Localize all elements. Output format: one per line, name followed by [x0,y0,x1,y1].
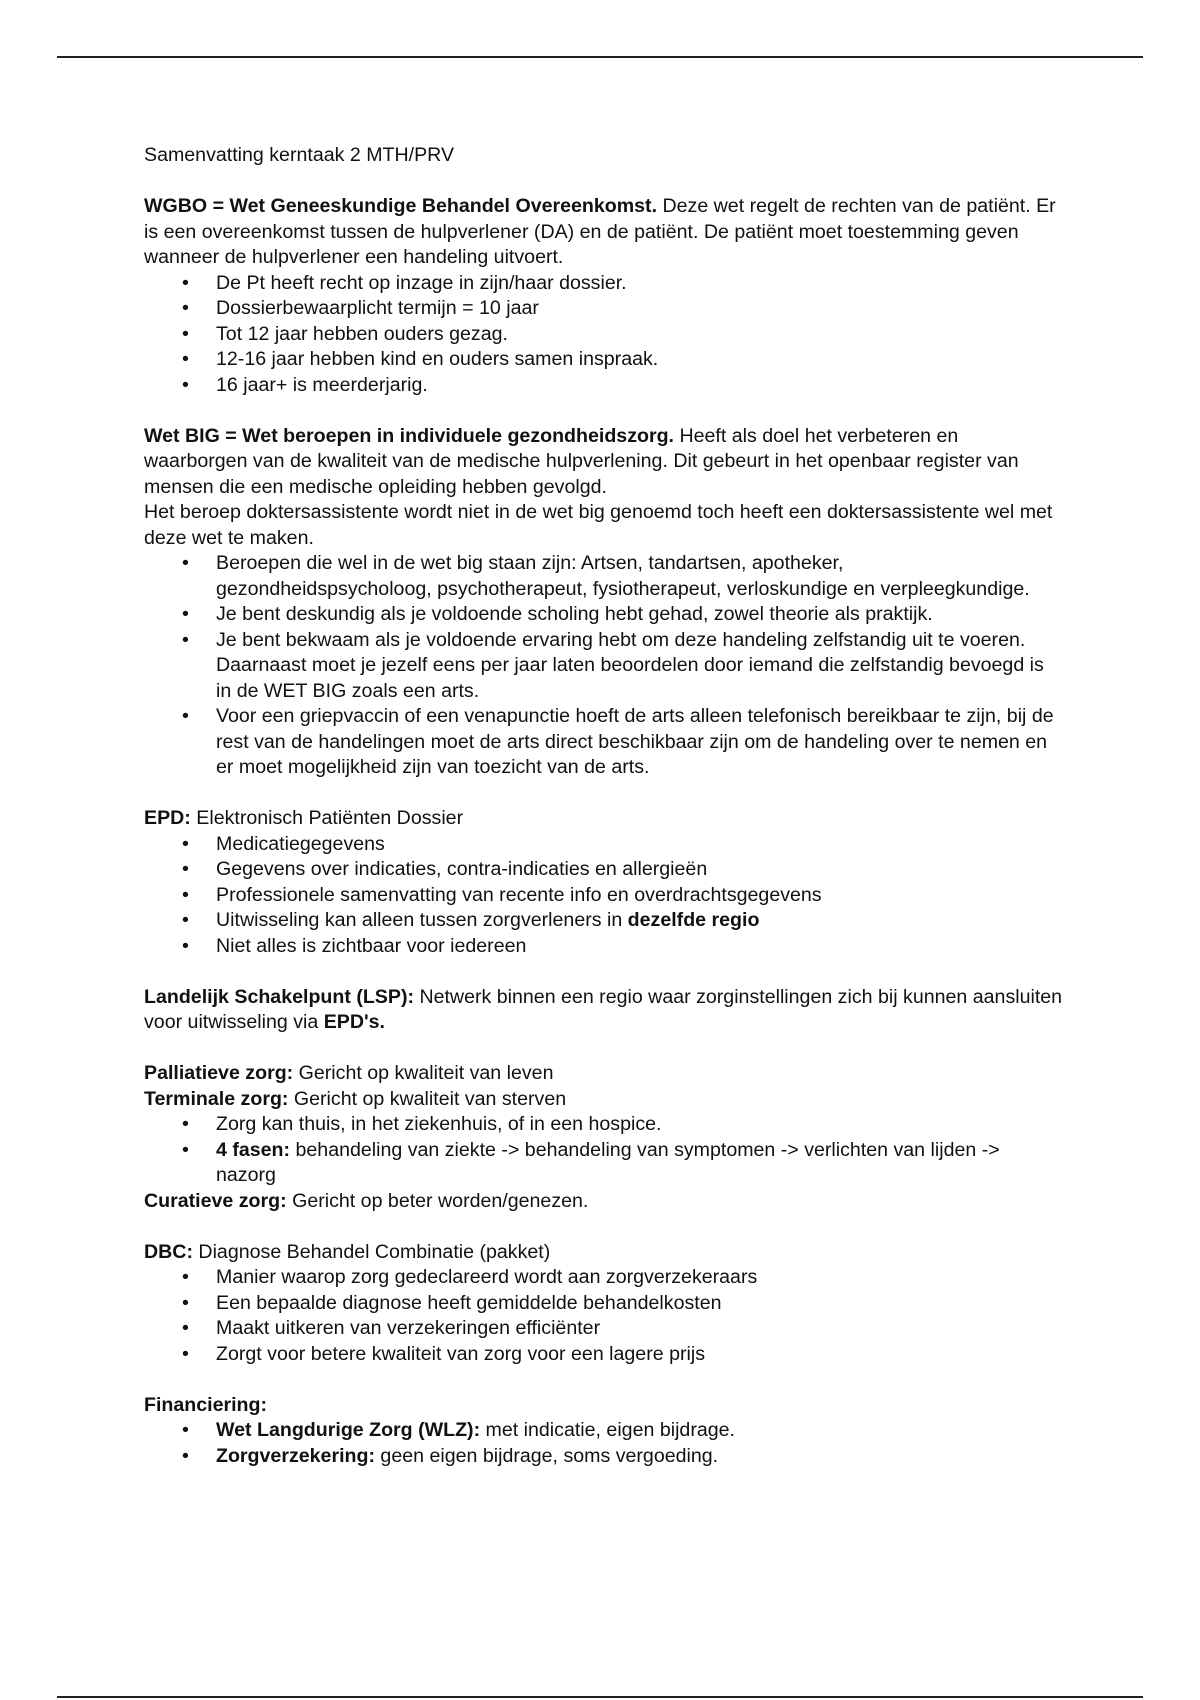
care-list [144,1112,1064,1189]
list-item: • Niet alles is zichtbaar voor iedereen [144,934,1064,960]
epd-item-4-bold: dezelfde regio [627,909,760,931]
section-lsp [144,985,1064,1036]
big-term: Wet BIG = Wet beroepen in individuele gezondheidszorg. [144,424,674,447]
list-item: • Een bepaalde diagnose heeft gemiddelde behandelkosten [144,1291,1064,1317]
big-paragraph [144,424,1064,501]
dbc-paragraph [144,1240,1064,1266]
terminal-text: Gericht op kwaliteit van sterven [288,1087,567,1110]
palliative-term: Palliatieve zorg: [144,1062,294,1084]
list-item: • Voor een griepvaccin of een venapunctie hoeft de arts alleen telefonisch bereikbaar te zijn, bij de rest van de handelingen moet de arts direct beschikbaar zijn om de handeling over te nemen en er moet mogelijkheid zijn van toezicht van de arts. [144,704,1064,781]
list-item: • Manier waarop zorg gedeclareerd wordt aan zorgverzekeraars [144,1265,1064,1291]
section-care-types [144,1061,1064,1214]
document-body [144,143,1064,1469]
list-item: • De Pt heeft recht op inzage in zijn/haar dossier. [144,271,1064,297]
lsp-text: Netwerk binnen een regio waar zorginstellingen zich bij kunnen aansluiten voor uitwisseling via [144,985,1063,1033]
list-item [144,908,1064,934]
epd-text: Elektronisch Patiënten Dossier [190,807,464,829]
palliative-line [144,1061,1064,1087]
dbc-list [144,1265,1064,1367]
list-item [144,1444,1064,1470]
lsp-bold-end: EPD's. [323,1011,385,1033]
wgbo-text: Deze wet regelt de rechten van de patiënt. Er is een overeenkomst tussen de hulpverlener (DA) en de patiënt. De patiënt moet toestemming geven wanneer de hulpverlener een handeling uitvoert. [144,195,1056,268]
list-item: • Beroepen die wel in de wet big staan zijn: Artsen, tandartsen, apotheker, gezondheidspsycholoog, psychotherapeut, fysiotherapeut, verloskundige en verpleegkundige. [144,551,1064,602]
document-title: Samenvatting kerntaak 2 MTH/PRV [144,144,455,166]
top-rule [57,56,1143,58]
section-financing [144,1393,1064,1470]
insurance-text: geen eigen bijdrage, soms vergoeding. [374,1444,719,1467]
palliative-text: Gericht op kwaliteit van leven [293,1062,554,1084]
big-paragraph-2: Het beroep doktersassistente wordt niet in de wet big genoemd toch heeft een doktersassistente wel met deze wet te maken. [144,501,1053,549]
list-item: • Dossierbewaarplicht termijn = 10 jaar [144,296,1064,322]
lsp-term: Landelijk Schakelpunt (LSP): [144,985,414,1008]
list-item: • Medicatiegegevens [144,832,1064,858]
wgbo-list [144,271,1064,399]
list-item: • Maakt uitkeren van verzekeringen efficiënter [144,1316,1064,1342]
section-epd [144,806,1064,959]
list-item: • Professionele samenvatting van recente info en overdrachtsgegevens [144,883,1064,909]
curative-line [144,1189,1064,1215]
big-text: Heeft als doel het verbeteren en waarborgen van de kwaliteit van de medische hulpverlening. Dit gebeurt in het openbaar register van mensen die een medische opleiding hebben gevolgd. [144,424,1019,498]
financing-heading [144,1393,1064,1419]
section-wgbo [144,194,1064,398]
list-item: • Zorgt voor betere kwaliteit van zorg voor een lagere prijs [144,1342,1064,1368]
section-dbc [144,1240,1064,1368]
list-item [144,1138,1064,1189]
list-item: • Gegevens over indicaties, contra-indicaties en allergieën [144,857,1064,883]
phases-term: 4 fasen: [216,1138,291,1161]
bottom-rule [57,1696,1143,1698]
list-item [144,1418,1064,1444]
phases-text: behandeling van ziekte -> behandeling van symptomen -> verlichten van lijden -> nazorg [216,1138,1000,1186]
list-item: • Je bent bekwaam als je voldoende ervaring hebt om deze handeling zelfstandig uit te voeren. Daarnaast moet je jezelf eens per jaar laten beoordelen door iemand die zelfstandig bevoegd is in de WET BIG zoals een arts. [144,628,1064,705]
curative-text: Gericht op beter worden/genezen. [286,1189,589,1212]
insurance-term: Zorgverzekering: [216,1444,375,1467]
epd-term: EPD: [144,807,191,829]
list-item: • Je bent deskundig als je voldoende scholing hebt gehad, zowel theorie als praktijk. [144,602,1064,628]
big-list [144,551,1064,781]
wgbo-term: WGBO = Wet Geneeskundige Behandel Overeenkomst. [144,195,658,217]
list-item: • 16 jaar+ is meerderjarig. [144,373,1064,399]
lsp-paragraph [144,985,1064,1036]
dbc-text: Diagnose Behandel Combinatie (pakket) [192,1240,551,1263]
terminal-line [144,1087,1064,1113]
wlz-text: met indicatie, eigen bijdrage. [480,1419,735,1441]
section-wet-big [144,424,1064,781]
list-item: • Tot 12 jaar hebben ouders gezag. [144,322,1064,348]
epd-item-4-text: Uitwisseling kan alleen tussen zorgverleners in [216,909,628,931]
wlz-term: Wet Langdurige Zorg (WLZ): [216,1419,481,1441]
financing-list [144,1418,1064,1469]
financing-term: Financiering: [144,1393,268,1416]
terminal-term: Terminale zorg: [144,1087,289,1110]
list-item: • Zorg kan thuis, in het ziekenhuis, of in een hospice. [144,1112,1064,1138]
list-item: • 12-16 jaar hebben kind en ouders samen inspraak. [144,347,1064,373]
dbc-term: DBC: [144,1240,193,1263]
epd-paragraph [144,806,1064,832]
wgbo-paragraph [144,194,1064,271]
curative-term: Curatieve zorg: [144,1189,287,1212]
epd-list [144,832,1064,960]
